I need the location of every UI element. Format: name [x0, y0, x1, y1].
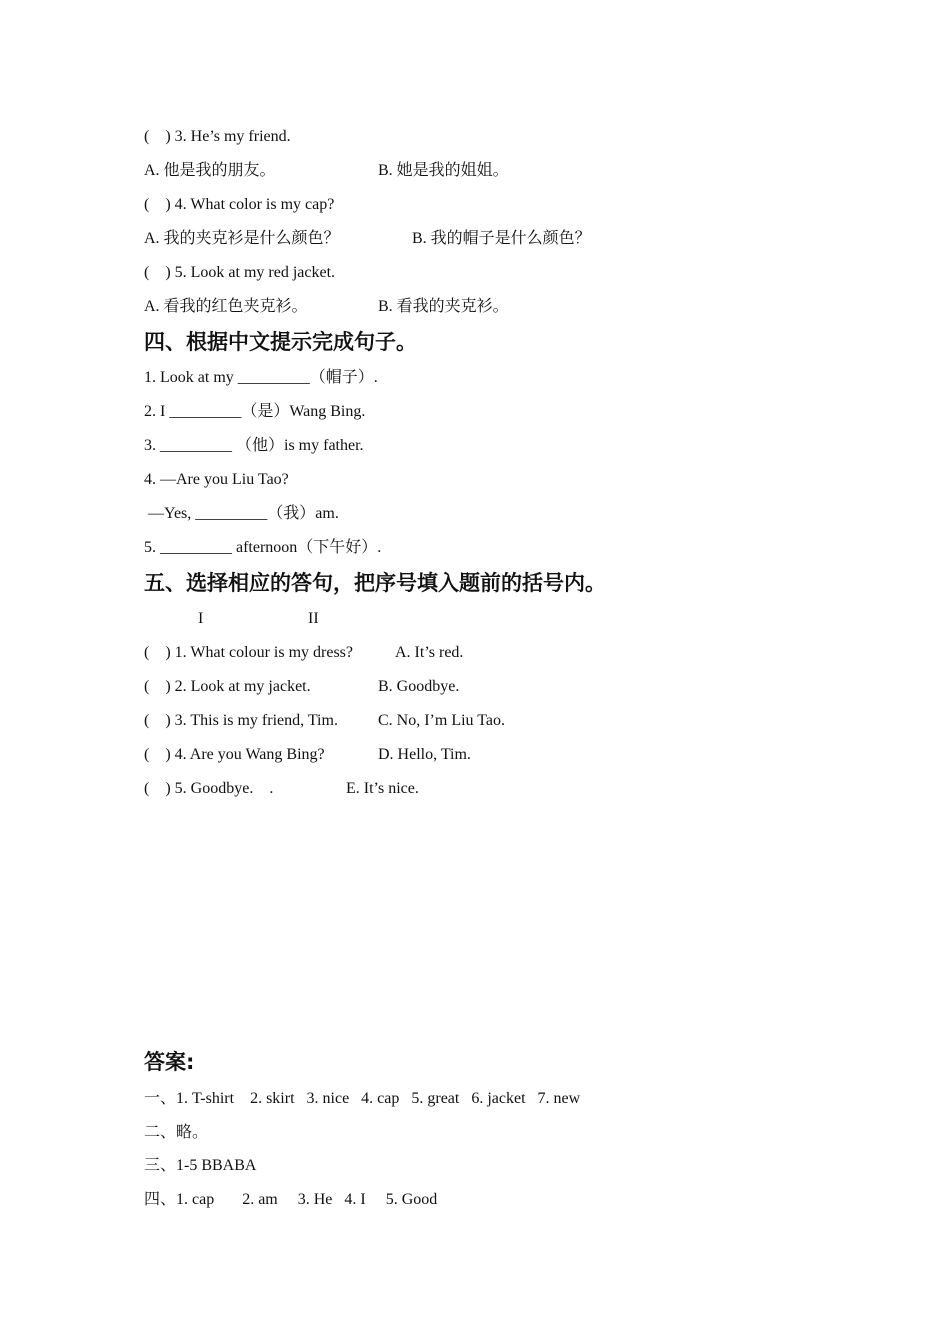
question-4-option-a: A. 我的夹克衫是什么颜色？ — [144, 230, 340, 247]
column-ii-header: II — [308, 610, 319, 627]
section-4-item: 2. I _________（是）Wang Bing. — [144, 403, 366, 420]
column-i-header: I — [198, 610, 204, 627]
section-5-title: 五、选择相应的答句，把序号填入题前的括号内。 — [144, 571, 606, 595]
match-question: ( ) 1. What colour is my dress? — [144, 644, 353, 661]
section-4-item: —Yes, _________（我）am. — [144, 505, 339, 522]
section-4-item: 3. _________ （他）is my father. — [144, 437, 364, 454]
answer-line: 一、1. T-shirt 2. skirt 3. nice 4. cap 5. great 6. jacket 7. new — [144, 1090, 581, 1107]
question-3-option-b: B. 她是我的姐姐。 — [378, 162, 509, 179]
question-5: ( ) 5. Look at my red jacket. — [144, 264, 336, 281]
answers-title: 答案: — [144, 1050, 195, 1074]
match-question: ( ) 5. Goodbye. . — [144, 780, 274, 797]
question-5-option-a: A. 看我的红色夹克衫。 — [144, 298, 308, 315]
match-answer: D. Hello, Tim. — [378, 746, 471, 763]
match-question: ( ) 2. Look at my jacket. — [144, 678, 311, 695]
match-question: ( ) 4. Are you Wang Bing? — [144, 746, 325, 763]
section-4-title: 四、根据中文提示完成句子。 — [144, 330, 417, 354]
match-answer: C. No, I’m Liu Tao. — [378, 712, 506, 729]
question-3: ( ) 3. He’s my friend. — [144, 128, 291, 145]
question-3-option-a: A. 他是我的朋友。 — [144, 162, 276, 179]
question-4-option-b: B. 我的帽子是什么颜色？ — [412, 230, 591, 247]
section-4-item: 4. —Are you Liu Tao? — [144, 471, 289, 488]
match-answer: A. It’s red. — [395, 644, 464, 661]
section-4-item: 1. Look at my _________（帽子）. — [144, 369, 378, 386]
question-5-option-b: B. 看我的夹克衫。 — [378, 298, 509, 315]
section-4-item: 5. _________ afternoon（下午好）. — [144, 539, 382, 556]
answer-line: 四、1. cap 2. am 3. He 4. I 5. Good — [144, 1191, 438, 1208]
answer-line: 三、1-5 BBABA — [144, 1157, 257, 1174]
match-answer: B. Goodbye. — [378, 678, 460, 695]
answer-line: 二、略。 — [144, 1124, 209, 1141]
question-4: ( ) 4. What color is my cap? — [144, 196, 335, 213]
match-answer: E. It’s nice. — [346, 780, 419, 797]
match-question: ( ) 3. This is my friend, Tim. — [144, 712, 338, 729]
